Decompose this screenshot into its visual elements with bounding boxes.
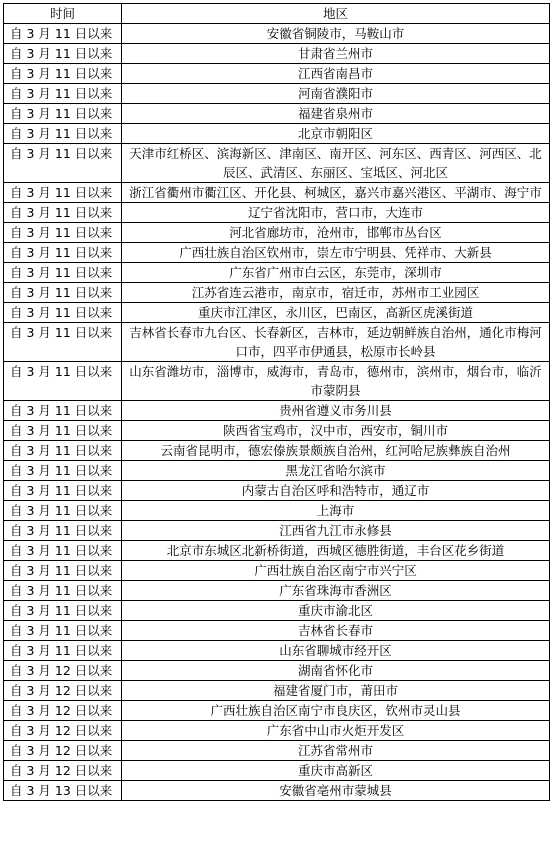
table-row [4,441,550,461]
time-cell: 自 3 月 11 日以来 [4,362,122,401]
time-cell: 自 3 月 12 日以来 [4,761,122,781]
time-cell: 自 3 月 11 日以来 [4,541,122,561]
area-cell: 河北省廊坊市，沧州市，邯郸市丛台区 [122,223,550,243]
area-cell: 甘肃省兰州市 [122,44,550,64]
time-cell: 自 3 月 11 日以来 [4,323,122,362]
area-cell: 贵州省遵义市务川县 [122,401,550,421]
time-cell: 自 3 月 11 日以来 [4,183,122,203]
area-cell: 内蒙古自治区呼和浩特市，通辽市 [122,481,550,501]
table-row [4,701,550,721]
table-row [4,481,550,501]
header-area: 地区 [122,4,550,24]
time-cell: 自 3 月 12 日以来 [4,721,122,741]
time-cell: 自 3 月 11 日以来 [4,243,122,263]
table-row [4,144,550,183]
time-cell: 自 3 月 11 日以来 [4,501,122,521]
time-cell: 自 3 月 11 日以来 [4,641,122,661]
time-cell: 自 3 月 11 日以来 [4,441,122,461]
area-cell: 陕西省宝鸡市，汉中市，西安市，铜川市 [122,421,550,441]
time-cell: 自 3 月 11 日以来 [4,64,122,84]
time-cell: 自 3 月 12 日以来 [4,681,122,701]
time-cell: 自 3 月 11 日以来 [4,521,122,541]
area-cell: 广西壮族自治区南宁市兴宁区 [122,561,550,581]
table-row [4,84,550,104]
area-cell: 吉林省长春市九台区、长春新区，吉林市，延边朝鲜族自治州，通化市梅河口市，四平市伊通县，松原市长岭县 [122,323,550,362]
time-cell: 自 3 月 12 日以来 [4,661,122,681]
table-row [4,362,550,401]
time-cell: 自 3 月 11 日以来 [4,561,122,581]
header-row [4,4,550,24]
time-cell: 自 3 月 11 日以来 [4,203,122,223]
table-row [4,721,550,741]
table-row [4,601,550,621]
table-row [4,44,550,64]
time-cell: 自 3 月 11 日以来 [4,104,122,124]
time-cell: 自 3 月 11 日以来 [4,223,122,243]
time-cell: 自 3 月 11 日以来 [4,44,122,64]
time-cell: 自 3 月 11 日以来 [4,283,122,303]
area-cell: 吉林省长春市 [122,621,550,641]
table-row [4,741,550,761]
area-cell: 浙江省衢州市衢江区、开化县、柯城区，嘉兴市嘉兴港区、平湖市、海宁市 [122,183,550,203]
header-time: 时间 [4,4,122,24]
table-row [4,243,550,263]
time-cell: 自 3 月 11 日以来 [4,401,122,421]
time-cell: 自 3 月 13 日以来 [4,781,122,801]
table-row [4,781,550,801]
table-row [4,183,550,203]
area-cell: 广东省广州市白云区，东莞市，深圳市 [122,263,550,283]
time-cell: 自 3 月 11 日以来 [4,24,122,44]
table-row [4,24,550,44]
area-cell: 河南省濮阳市 [122,84,550,104]
area-cell: 重庆市高新区 [122,761,550,781]
time-cell: 自 3 月 11 日以来 [4,481,122,501]
table-row [4,203,550,223]
table-row [4,401,550,421]
area-cell: 云南省昆明市，德宏傣族景颇族自治州，红河哈尼族彝族自治州 [122,441,550,461]
table-body [4,24,550,801]
table-row [4,64,550,84]
time-cell: 自 3 月 11 日以来 [4,263,122,283]
time-cell: 自 3 月 11 日以来 [4,124,122,144]
table-row [4,541,550,561]
area-cell: 山东省聊城市经开区 [122,641,550,661]
time-cell: 自 3 月 11 日以来 [4,601,122,621]
table-row [4,461,550,481]
time-cell: 自 3 月 11 日以来 [4,581,122,601]
table-row [4,641,550,661]
table-row [4,104,550,124]
time-cell: 自 3 月 11 日以来 [4,303,122,323]
region-table [3,3,550,801]
table-row [4,661,550,681]
table-row [4,223,550,243]
table-row [4,421,550,441]
table-row [4,501,550,521]
table-row [4,323,550,362]
area-cell: 广西壮族自治区钦州市，崇左市宁明县、凭祥市、大新县 [122,243,550,263]
table-row [4,761,550,781]
area-cell: 广西壮族自治区南宁市良庆区，钦州市灵山县 [122,701,550,721]
area-cell: 福建省泉州市 [122,104,550,124]
area-cell: 辽宁省沈阳市，营口市，大连市 [122,203,550,223]
area-cell: 江西省南昌市 [122,64,550,84]
table-row [4,303,550,323]
time-cell: 自 3 月 11 日以来 [4,461,122,481]
table-row [4,283,550,303]
area-cell: 广东省中山市火炬开发区 [122,721,550,741]
area-cell: 安徽省铜陵市，马鞍山市 [122,24,550,44]
table-row [4,621,550,641]
time-cell: 自 3 月 12 日以来 [4,741,122,761]
area-cell: 山东省潍坊市，淄博市，威海市，青岛市，德州市，滨州市，烟台市，临沂市蒙阴县 [122,362,550,401]
area-cell: 上海市 [122,501,550,521]
area-cell: 北京市朝阳区 [122,124,550,144]
table-row [4,561,550,581]
table-row [4,263,550,283]
area-cell: 福建省厦门市，莆田市 [122,681,550,701]
area-cell: 黑龙江省哈尔滨市 [122,461,550,481]
area-cell: 广东省珠海市香洲区 [122,581,550,601]
table-row [4,681,550,701]
area-cell: 江苏省连云港市，南京市，宿迁市，苏州市工业园区 [122,283,550,303]
table-row [4,581,550,601]
area-cell: 江西省九江市永修县 [122,521,550,541]
area-cell: 重庆市江津区，永川区，巴南区，高新区虎溪街道 [122,303,550,323]
area-cell: 湖南省怀化市 [122,661,550,681]
area-cell: 北京市东城区北新桥街道，西城区德胜街道，丰台区花乡街道 [122,541,550,561]
time-cell: 自 3 月 11 日以来 [4,84,122,104]
time-cell: 自 3 月 11 日以来 [4,144,122,183]
area-cell: 江苏省常州市 [122,741,550,761]
area-cell: 安徽省亳州市蒙城县 [122,781,550,801]
time-cell: 自 3 月 11 日以来 [4,421,122,441]
area-cell: 天津市红桥区、滨海新区、津南区、南开区、河东区、西青区、河西区、北辰区、武清区、东丽区、宝坻区、河北区 [122,144,550,183]
time-cell: 自 3 月 12 日以来 [4,701,122,721]
time-cell: 自 3 月 11 日以来 [4,621,122,641]
area-cell: 重庆市渝北区 [122,601,550,621]
table-row [4,124,550,144]
table-row [4,521,550,541]
